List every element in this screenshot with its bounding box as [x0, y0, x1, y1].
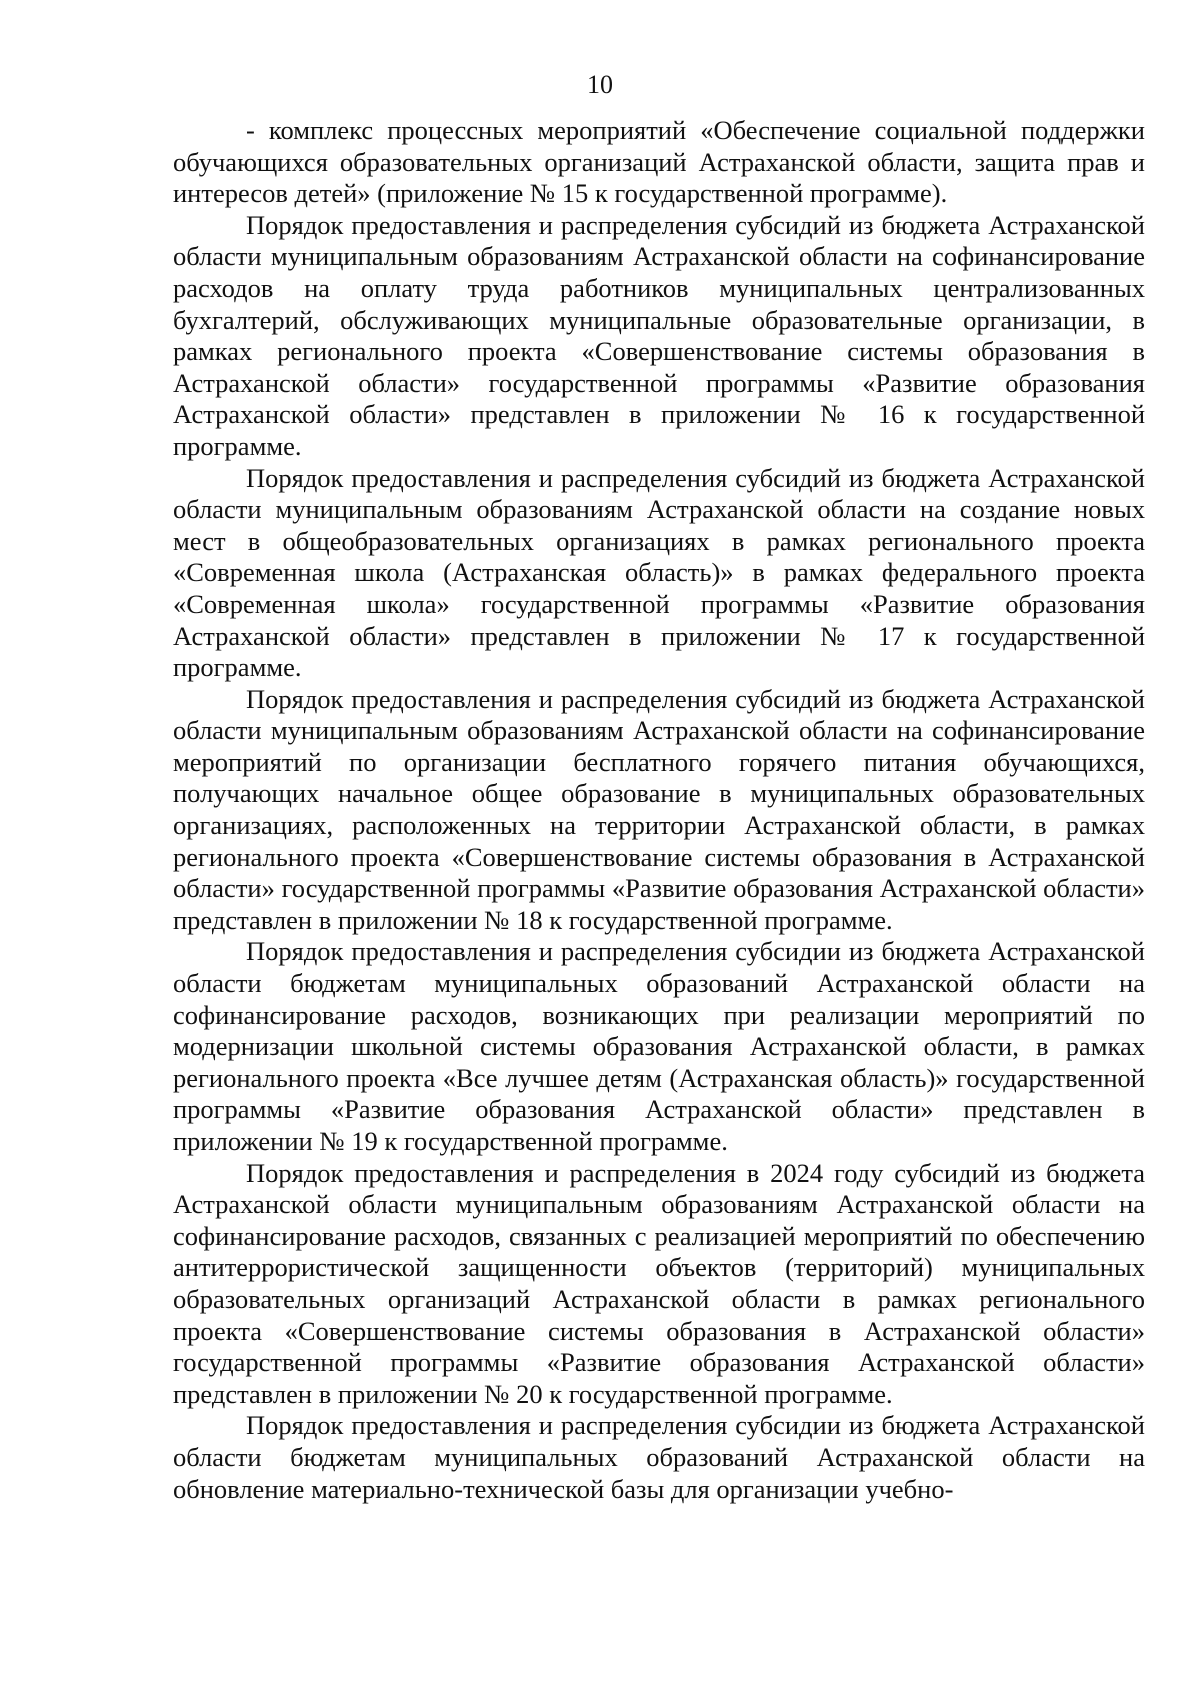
page-number: 10	[587, 70, 613, 99]
paragraph-appendix-17: Порядок предоставления и распределения субсидий из бюджета Астраханской области муниципальным образованиям Астраханской области на создание новых мест в общеобразовательных организациях в рамках регионального проекта «Современная школа (Астраханская область)» в рамках федерального проекта «Современная школа» государственной программы «Развитие образования Астраханской области» представлен в приложении № 17 к государственной программе.	[173, 462, 1145, 683]
paragraph-bullet-social-support: - комплекс процессных мероприятий «Обеспечение социальной поддержки обучающихся образовательных организаций Астраханской области, защита прав и интересов детей» (приложение № 15 к государственной программе).	[173, 115, 1145, 209]
document-body	[173, 115, 1145, 1505]
paragraph-appendix-16: Порядок предоставления и распределения субсидий из бюджета Астраханской области муниципальным образованиям Астраханской области на софинансирование расходов на оплату труда работников муниципальных централизованных бухгалтерий, обслуживающих муниципальные образовательные организации, в рамках регионального проекта «Совершенствование системы образования в Астраханской области» государственной программы «Развитие образования Астраханской области» представлен в приложении № 16 к государственной программе.	[173, 209, 1145, 461]
paragraph-material-base: Порядок предоставления и распределения субсидии из бюджета Астраханской области бюджетам муниципальных образований Астраханской области на обновление материально-технической базы для организации учебно-	[173, 1410, 1145, 1504]
paragraph-appendix-18: Порядок предоставления и распределения субсидий из бюджета Астраханской области муниципальным образованиям Астраханской области на софинансирование мероприятий по организации бесплатного горячего питания обучающихся, получающих начальное общее образование в муниципальных образовательных организациях, расположенных на территории Астраханской области, в рамках регионального проекта «Совершенствование системы образования в Астраханской области» государственной программы «Развитие образования Астраханской области» представлен в приложении № 18 к государственной программе.	[173, 683, 1145, 935]
paragraph-appendix-19: Порядок предоставления и распределения субсидии из бюджета Астраханской области бюджетам муниципальных образований Астраханской области на софинансирование расходов, возникающих при реализации мероприятий по модернизации школьной системы образования Астраханской области, в рамках регионального проекта «Все лучшее детям (Астраханская область)» государственной программы «Развитие образования Астраханской области» представлен в приложении № 19 к государственной программе.	[173, 936, 1145, 1156]
paragraph-appendix-20: Порядок предоставления и распределения в 2024 году субсидий из бюджета Астраханской области муниципальным образованиям Астраханской области на софинансирование расходов, связанных с реализацией мероприятий по обеспечению антитеррористической защищенности объектов (территорий) муниципальных образовательных организаций Астраханской области в рамках регионального проекта «Совершенствование системы образования в Астраханской области» государственной программы «Развитие образования Астраханской области» представлен в приложении № 20 к государственной программе.	[173, 1157, 1145, 1409]
